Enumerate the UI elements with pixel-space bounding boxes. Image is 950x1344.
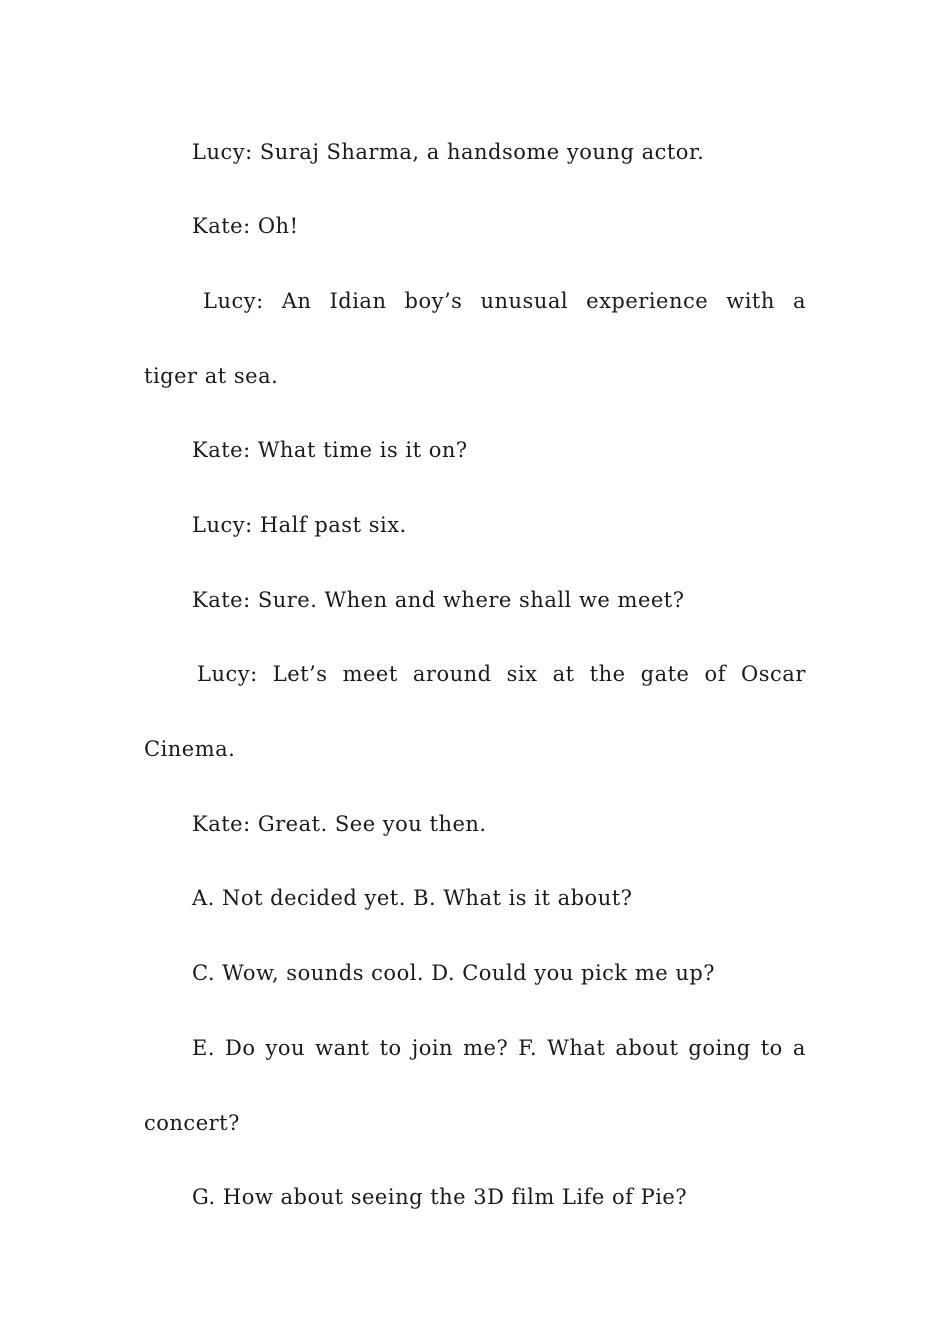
word: going: [688, 1036, 751, 1060]
word: meet: [342, 662, 398, 686]
word: boy’s: [404, 289, 463, 313]
word: the: [589, 662, 626, 686]
dialogue-line: tiger at sea.: [144, 364, 279, 388]
word: unusual: [480, 289, 569, 313]
word: join: [411, 1036, 454, 1060]
word: a: [792, 1036, 806, 1060]
word: with: [726, 289, 775, 313]
word: you: [265, 1036, 306, 1060]
word: Idian: [329, 289, 387, 313]
dialogue-line: Kate: Oh!: [192, 214, 299, 238]
option-line: C. Wow, sounds cool. D. Could you pick me up?: [192, 961, 716, 985]
word: What: [547, 1036, 606, 1060]
word: F.: [518, 1036, 538, 1060]
dialogue-line: Lucy: Half past six.: [192, 513, 407, 537]
word: gate: [640, 662, 690, 686]
word: want: [315, 1036, 370, 1060]
word: Lucy:: [203, 289, 264, 313]
dialogue-line: Kate: What time is it on?: [192, 438, 468, 462]
word: Oscar: [741, 662, 806, 686]
word: of: [704, 662, 726, 686]
dialogue-line: Lucy: Suraj Sharma, a handsome young actor.: [192, 140, 705, 164]
word: Do: [225, 1036, 256, 1060]
option-line: A. Not decided yet. B. What is it about?: [192, 886, 633, 910]
word: me?: [463, 1036, 509, 1060]
word: about: [615, 1036, 679, 1060]
word: Lucy:: [197, 662, 258, 686]
word: six: [506, 662, 538, 686]
word: Let’s: [272, 662, 328, 686]
word: a: [792, 289, 806, 313]
option-line: concert?: [144, 1111, 240, 1135]
word: E.: [192, 1036, 216, 1060]
dialogue-line: Kate: Sure. When and where shall we meet?: [192, 588, 685, 612]
word: An: [281, 289, 312, 313]
word: experience: [586, 289, 709, 313]
word: around: [412, 662, 492, 686]
word: to: [760, 1036, 783, 1060]
dialogue-line-justified: [203, 288, 806, 314]
word: to: [379, 1036, 402, 1060]
word: at: [552, 662, 575, 686]
option-line-justified: [192, 1035, 806, 1061]
option-line: G. How about seeing the 3D film Life of Pie?: [192, 1185, 688, 1209]
dialogue-line: Kate: Great. See you then.: [192, 812, 487, 836]
dialogue-line: Cinema.: [144, 737, 236, 761]
dialogue-line-justified: [197, 661, 806, 687]
